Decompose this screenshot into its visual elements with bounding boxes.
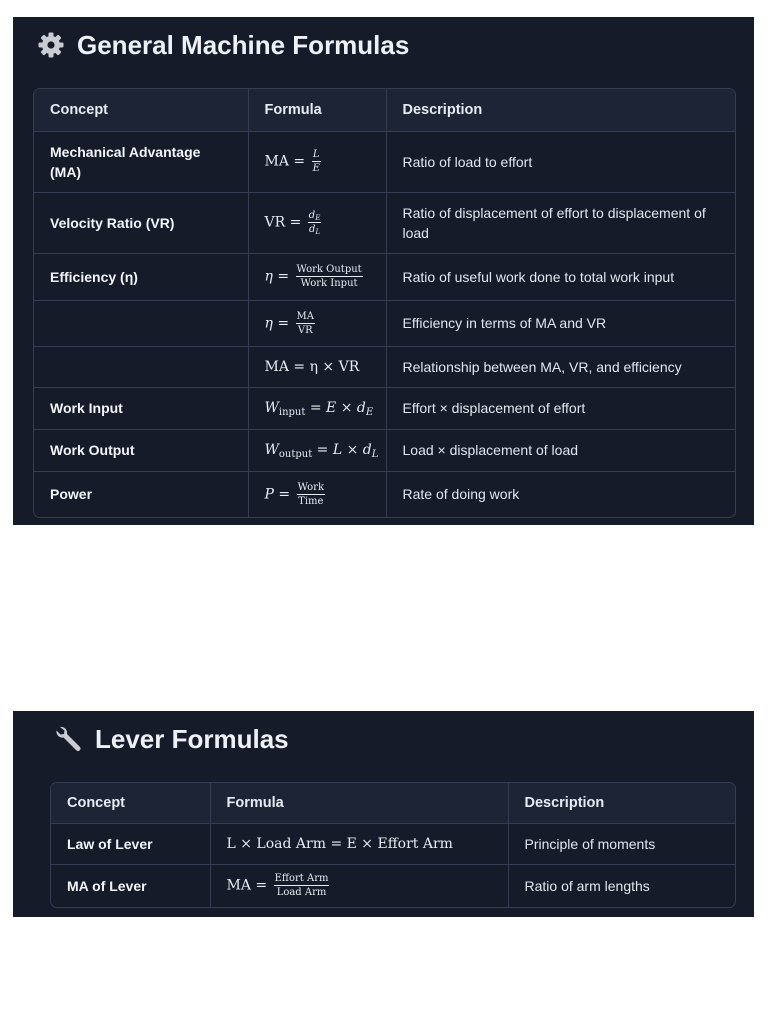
formula-cell: η = $\frac{MA}{VR}$	[248, 300, 386, 346]
table-row	[34, 192, 735, 253]
formula-cell: MA = η × VR	[248, 346, 386, 387]
concept-cell	[34, 346, 248, 387]
formula-cell: MA = $\frac{\text{Effort Arm}}{\text{Load Arm}}$	[210, 864, 508, 907]
table-header-row	[34, 89, 735, 131]
header-formula: Formula	[248, 89, 386, 131]
description-cell: Ratio of load to effort	[386, 131, 735, 192]
concept-cell: Velocity Ratio (VR)	[34, 192, 248, 253]
table-row	[34, 471, 735, 517]
general-formulas-table	[33, 88, 736, 518]
general-machine-formulas-section	[13, 17, 754, 525]
table-header-row	[51, 783, 735, 823]
concept-cell: Efficiency (η)	[34, 253, 248, 300]
description-cell: Ratio of displacement of effort to displacement of load	[386, 192, 735, 253]
lever-formulas-table	[50, 782, 736, 908]
fraction: $\frac{d_E}{d_L}$	[308, 210, 321, 236]
table-row	[34, 300, 735, 346]
concept-cell: Power	[34, 471, 248, 517]
fraction: $\frac{MA}{VR}$	[296, 310, 314, 336]
description-cell: Efficiency in terms of MA and VR	[386, 300, 735, 346]
concept-cell	[34, 300, 248, 346]
section-title-text: General Machine Formulas	[77, 29, 410, 60]
formula-cell: $W_{input} = E \times d_E$	[248, 387, 386, 429]
concept-cell: Work Input	[34, 387, 248, 429]
concept-cell: Law of Lever	[51, 823, 210, 864]
fraction: $\frac{L}{E}$	[312, 149, 320, 174]
header-description: Description	[386, 89, 735, 131]
fraction: $\frac{\text{Work}}{\text{Time}}$	[297, 481, 325, 507]
lever-formulas-section	[13, 711, 754, 917]
header-description: Description	[508, 783, 735, 823]
description-cell: Ratio of arm lengths	[524, 877, 650, 894]
table-row	[34, 387, 735, 429]
formula-cell: L × Load Arm = E × Effort Arm	[210, 823, 508, 864]
section-title	[37, 27, 409, 63]
table-row	[34, 429, 735, 471]
header-concept: Concept	[34, 89, 248, 131]
description-cell: Load × displacement of load	[386, 429, 735, 471]
gear-icon	[37, 31, 65, 59]
formula-cell: η = $\frac{\text{Work Output}}{\text{Work Input}}$	[248, 253, 386, 300]
fraction: $\frac{\text{Work Output}}{\text{Work Input}}$	[296, 264, 362, 289]
table-row	[34, 253, 735, 300]
concept-cell: Work Output	[34, 429, 248, 471]
formula-cell: $W_{output} = L \times d_L$	[248, 429, 386, 471]
section-title	[53, 721, 289, 757]
formula-cell: P = $\frac{\text{Work}}{\text{Time}}$	[248, 471, 386, 517]
formula-cell: VR = $\frac{d_E}{d_L}$	[248, 192, 386, 253]
description-cell: Relationship between MA, VR, and efficiency	[386, 346, 735, 387]
fraction: $\frac{\text{Effort Arm}}{\text{Load Arm}}$	[274, 873, 329, 899]
section-title-text: Lever Formulas	[95, 723, 289, 754]
header-concept: Concept	[51, 783, 210, 823]
table-row	[51, 864, 735, 907]
description-cell: Effort × displacement of effort	[386, 387, 735, 429]
table-row	[34, 346, 735, 387]
header-formula: Formula	[210, 783, 508, 823]
description-cell: Principle of moments	[508, 823, 735, 864]
concept-cell: MA of Lever	[51, 864, 210, 907]
description-cell: Rate of doing work	[402, 486, 520, 503]
table-row	[34, 131, 735, 192]
description-cell: Ratio of useful work done to total work input	[386, 253, 735, 300]
table-row	[51, 823, 735, 864]
formula-cell: MA = $\frac{L}{E}$	[248, 131, 386, 192]
wrench-icon	[53, 724, 83, 754]
concept-cell: Mechanical Advantage (MA)	[34, 131, 248, 192]
